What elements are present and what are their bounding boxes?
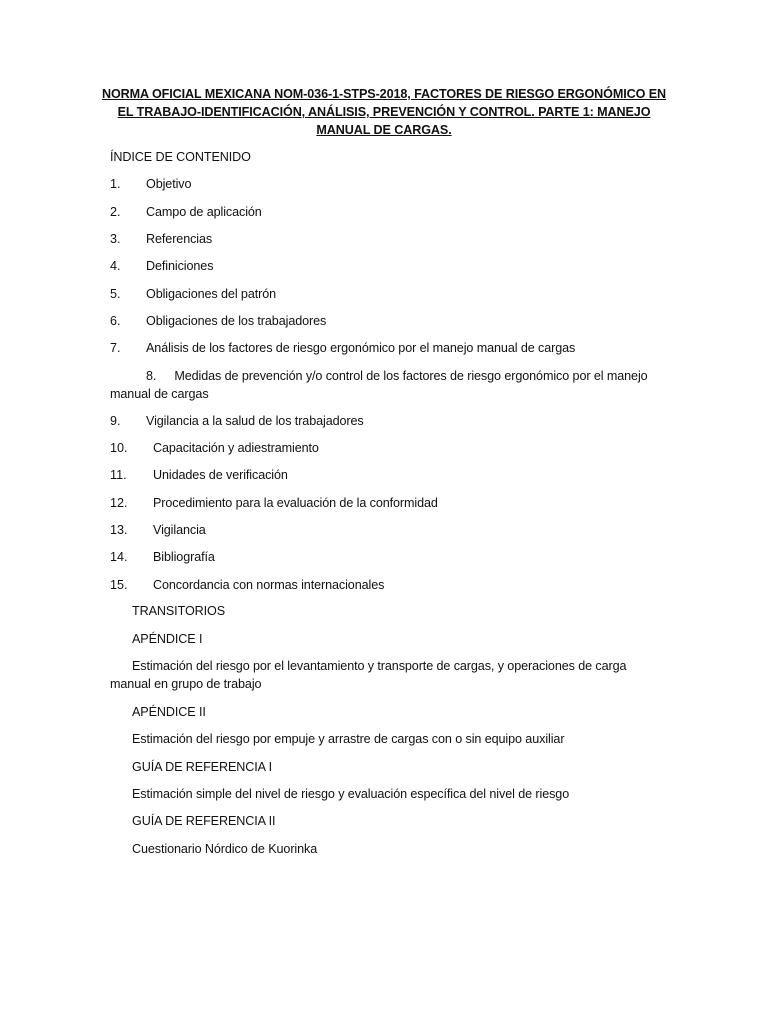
index-item-number: 11. — [110, 468, 127, 482]
index-item-number: 1. — [110, 177, 121, 191]
index-item-number: 5. — [110, 287, 121, 301]
guia-2-heading: GUÍA DE REFERENCIA II — [132, 814, 276, 828]
index-item-text: Obligaciones de los trabajadores — [146, 314, 327, 328]
index-item-number: 4. — [110, 259, 121, 273]
guia-1-heading: GUÍA DE REFERENCIA I — [132, 760, 273, 774]
index-item-text: Bibliografía — [153, 550, 215, 564]
index-item-number: 10. — [110, 441, 128, 455]
apendice-2-description: Estimación del riesgo por empuje y arrastre de cargas con o sin equipo auxiliar — [132, 732, 565, 746]
index-item-number: 15. — [110, 578, 128, 592]
guia-2-description: Cuestionario Nórdico de Kuorinka — [132, 842, 318, 856]
index-item-text: Unidades de verificación — [153, 468, 288, 482]
guia-1-description: Estimación simple del nivel de riesgo y evaluación específica del nivel de riesgo — [132, 787, 570, 801]
index-item-text: Objetivo — [146, 177, 192, 191]
apendice-2-heading: APÉNDICE II — [132, 705, 206, 719]
apendice-1-heading: APÉNDICE I — [132, 632, 203, 646]
index-item-text: Vigilancia a la salud de los trabajadores — [146, 414, 364, 428]
index-item-text: Procedimiento para la evaluación de la conformidad — [153, 496, 438, 510]
index-heading: ÍNDICE DE CONTENIDO — [110, 150, 251, 164]
index-item-text: Obligaciones del patrón — [146, 287, 277, 301]
index-item-text: Capacitación y adiestramiento — [153, 441, 319, 455]
document-title: NORMA OFICIAL MEXICANA NOM-036-1-STPS-2018, FACTORES DE RIESGO ERGONÓMICO EN EL TRABAJO-IDENTIFICACIÓN, ANÁLISIS, PREVENCIÓN Y CONTROL. PARTE 1: MANEJO MANUAL DE CARGAS. — [101, 87, 667, 137]
index-item-8 — [110, 367, 670, 403]
index-item-text: Análisis de los factores de riesgo ergonómico por el manejo manual de cargas — [146, 341, 576, 355]
index-item-text: Concordancia con normas internacionales — [153, 578, 385, 592]
apendice-1-description: Estimación del riesgo por el levantamiento y transporte de cargas, y operaciones de carga manual en grupo de trabajo — [110, 659, 627, 691]
index-item-text: Definiciones — [146, 259, 214, 273]
index-item-number: 12. — [110, 496, 128, 510]
index-item-number: 7. — [110, 341, 121, 355]
index-item-number: 3. — [110, 232, 121, 246]
index-item-text: Referencias — [146, 232, 213, 246]
index-item-number: 9. — [110, 414, 121, 428]
index-item-number: 2. — [110, 205, 121, 219]
index-item-text: Medidas de prevención y/o control de los factores de riesgo ergonómico por el manejo manual de cargas — [110, 369, 648, 401]
index-item-number: 14. — [110, 550, 128, 564]
index-item-text: Vigilancia — [153, 523, 206, 537]
index-item-text: Campo de aplicación — [146, 205, 262, 219]
index-item-number: 6. — [110, 314, 121, 328]
transitorios-heading: TRANSITORIOS — [132, 604, 226, 618]
index-item-number: 8. — [146, 369, 157, 383]
index-item-number: 13. — [110, 523, 128, 537]
